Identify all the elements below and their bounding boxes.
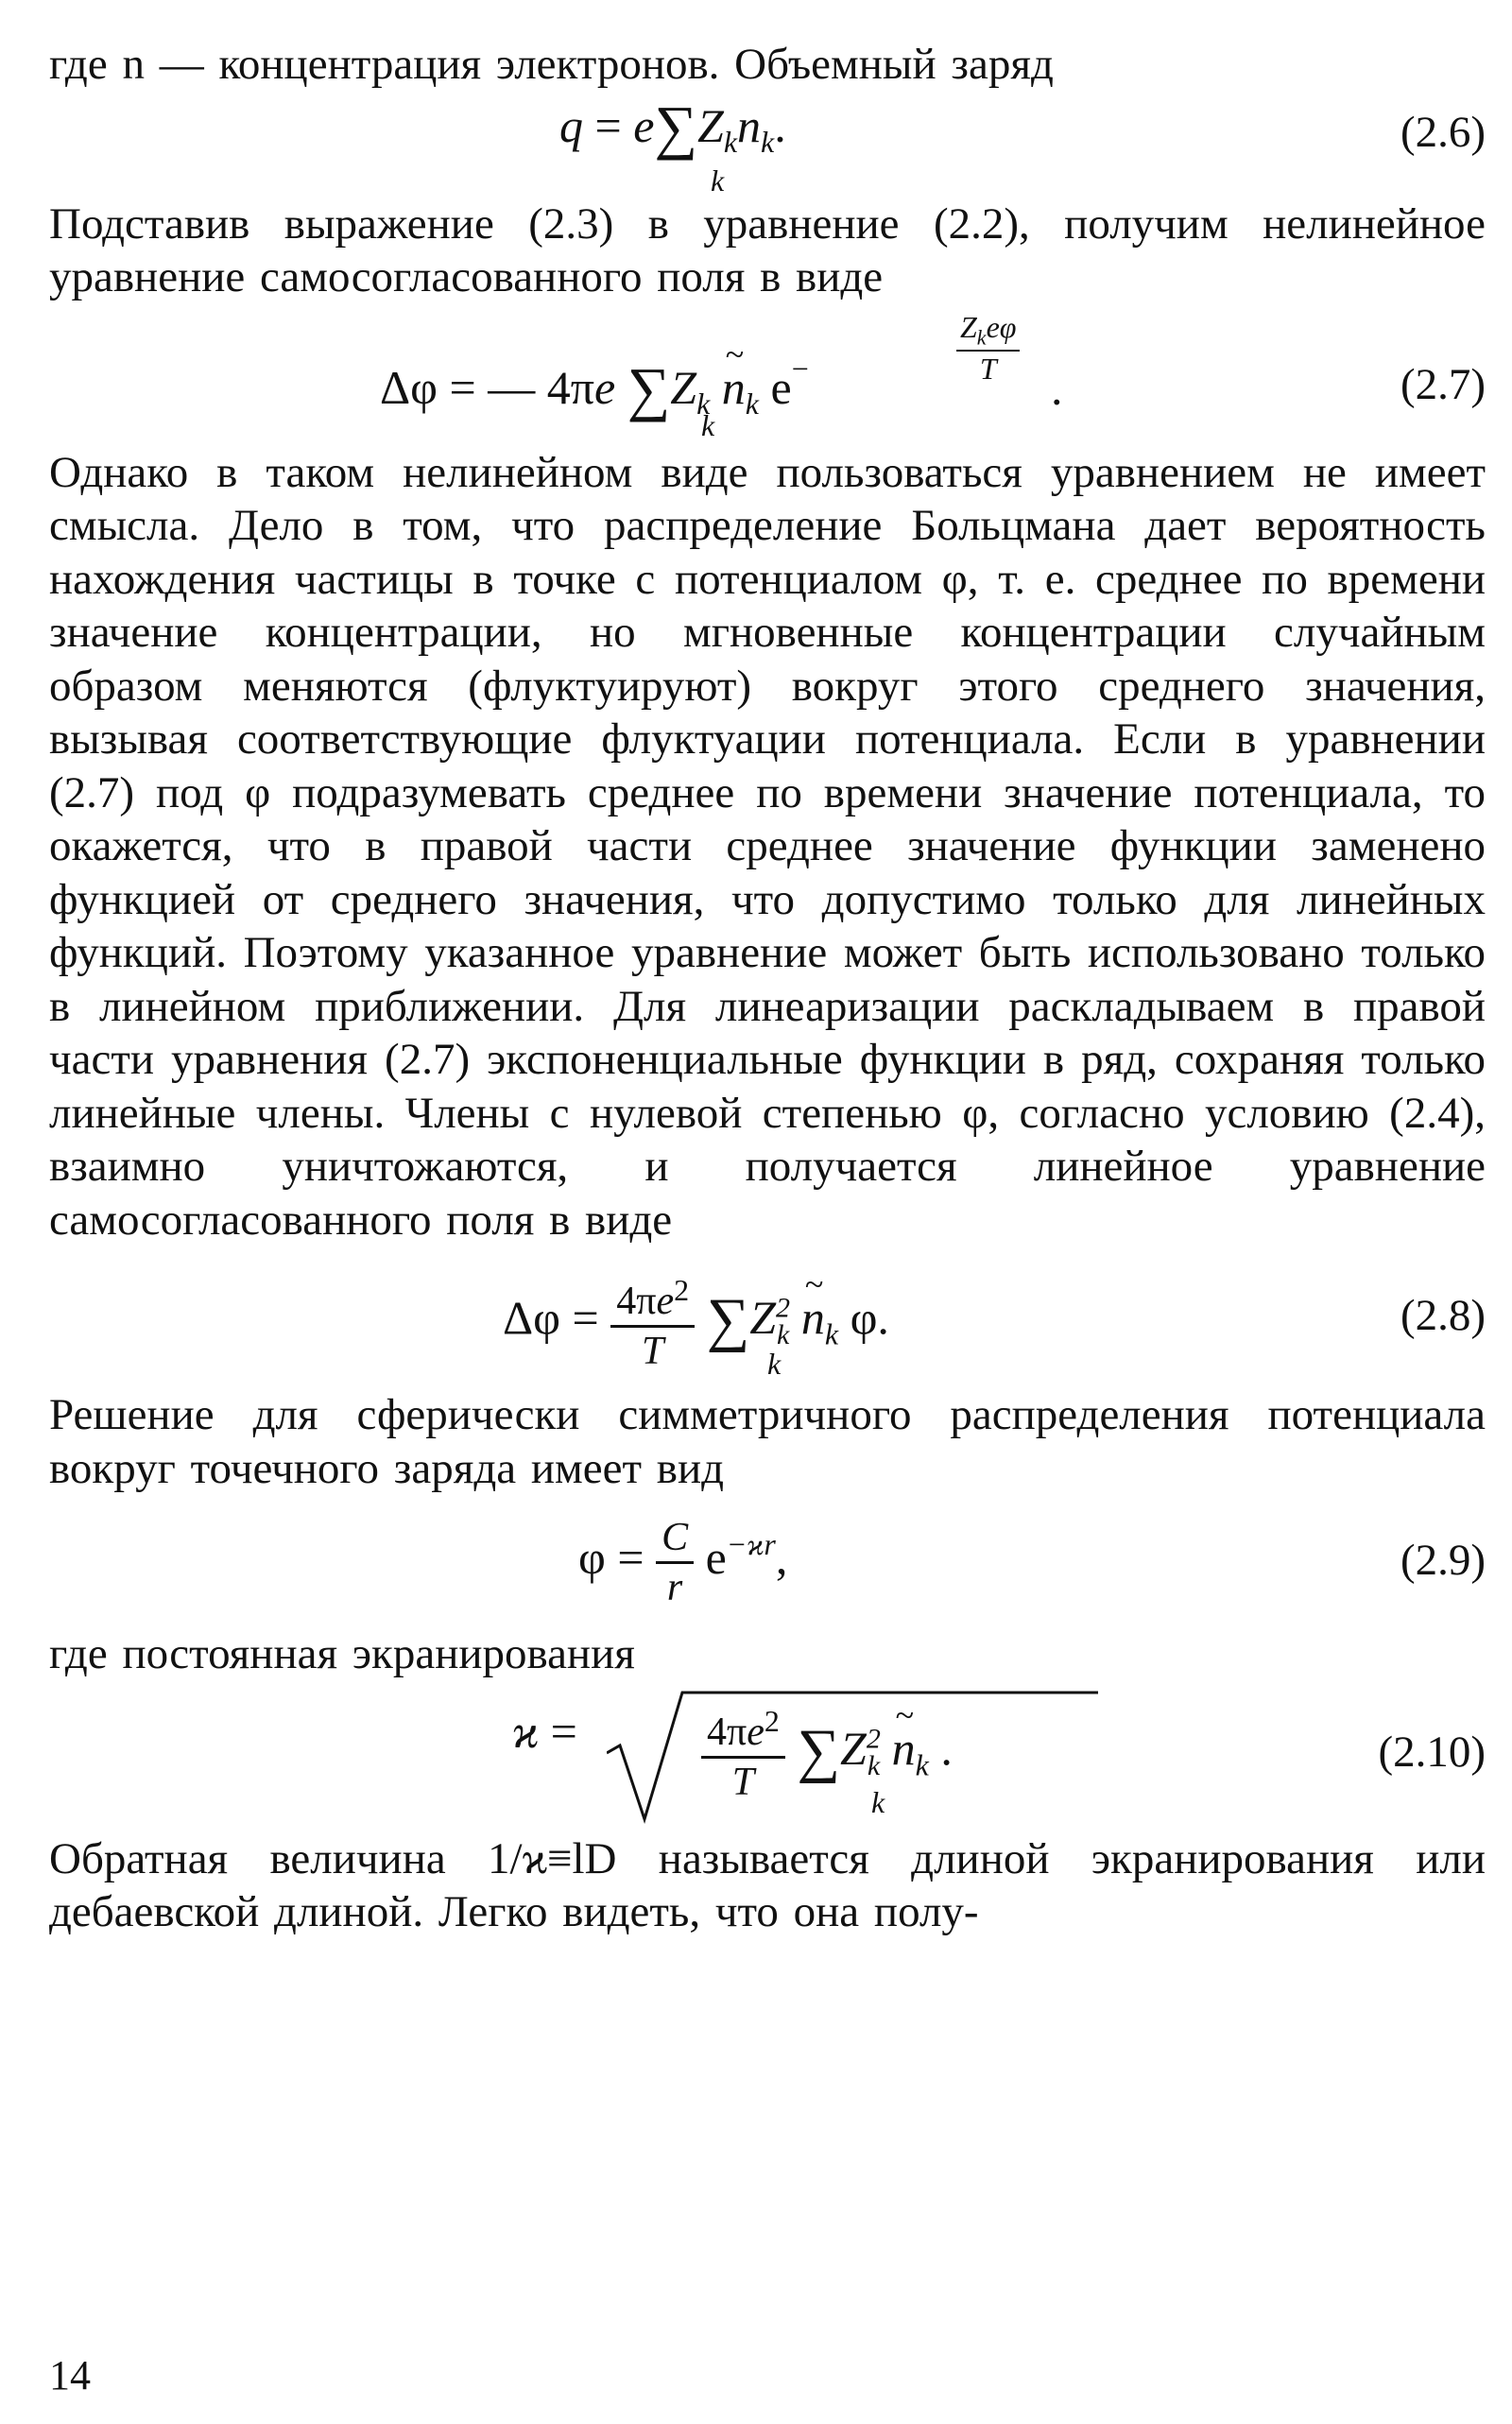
- page-content: [49, 38, 1486, 1939]
- formula-2-10: ϰ = $\frac{4\pi e^2}{T}$ $\sum Z^2_k$ ~ $n_k$ . k (2.10): [49, 1681, 1486, 1832]
- formula-2-6-body: $q = e\sum Z_kn_k$.: [559, 93, 786, 161]
- formula-2-9: [49, 1495, 1486, 1627]
- equation-number-2-8: (2.8): [1400, 1291, 1486, 1340]
- paragraph-6: Обратная величина 1/ϰ≡lD называется длиной экранирования или дебаевской длиной. Легко видеть, что она полу-: [49, 1833, 1486, 1936]
- formula-2-6: $q = e\sum Z_kn_k$. k (2.6): [559, 93, 1486, 198]
- paragraph-5: где постоянная экранирования: [49, 1629, 635, 1678]
- formula-2-8-body: Δφ = $\frac{4\pi e^2}{T}$ $\sum Z^2_k$ ~ $n_k$ φ.: [503, 1275, 889, 1371]
- paragraph-2: Подставив выражение (2.3) в уравнение (2.2), получим нелинейное уравнение самосогласованного поля в виде: [49, 198, 1486, 301]
- paragraph-3: Однако в таком нелинейном виде пользоваться уравнением не имеет смысла. Дело в том, что распределение Больцмана дает вероятность нахождения частицы в точке с потенциалом φ, т. е. среднее по времени значение концентрации, но мгновенные концентрации случайным образом меняются (флуктуируют) вокруг этого среднего значения, вызывая соответствующие флуктуации потенциала. Если в уравнении (2.7) под φ подразумевать среднее по времени значение потенциала, то окажется, что в правой части среднее значение функции заменено функцией от среднего значения, что допустимо только для линейных функций. Поэтому указанное уравнение может быть использовано только в линейном приближении. Для линеаризации раскладываем в правой части уравнения (2.7) экспоненциальные функции в ряд, сохраняя только линейные члены. Члены с нулевой степенью φ, согласно условию (2.4), взаимно уничтожаются, и получается линейное уравнение самосогласованного поля в виде: [49, 447, 1486, 1245]
- equation-number-2-6: (2.6): [1400, 107, 1486, 157]
- equation-number-2-9: (2.9): [1400, 1536, 1486, 1585]
- formula-2-7: Δφ = — 4πe $\sum Z_k$ ~ $n_k$ e− $Z_ke\varphi$ T . k (2.7): [49, 304, 1486, 446]
- formula-2-8: Δφ = $\frac{4\pi e^2}{T}$ $\sum Z^2_k$ ~ $n_k$ φ. k (2.8): [49, 1246, 1486, 1388]
- paragraph-4: Решение для сферически симметричного распределения потенциала вокруг точечного заряда имеет вид: [49, 1390, 1486, 1493]
- formula-2-9-body: φ = $\frac{C}{r}$ $e^{-ϰr}$,: [578, 1516, 788, 1609]
- equation-number-2-7: (2.7): [1400, 359, 1486, 409]
- paragraph-1: где n — концентрация электронов. Объемный заряд: [49, 40, 1054, 89]
- formula-2-10-radicand: $\frac{4\pi e^2}{T}$ $\sum Z^2_k$ ~ $n_k$ .: [701, 1706, 953, 1802]
- formula-2-10-body: ϰ =: [512, 1704, 577, 1758]
- page-number: 14: [49, 2352, 91, 2398]
- exponent-fraction: $Z_ke\varphi$ T: [956, 312, 1020, 384]
- formula-2-7-body: Δφ = — 4πe $\sum Z_k$ ~ $n_k$ e−: [380, 353, 809, 420]
- equation-number-2-10: (2.10): [1378, 1727, 1486, 1777]
